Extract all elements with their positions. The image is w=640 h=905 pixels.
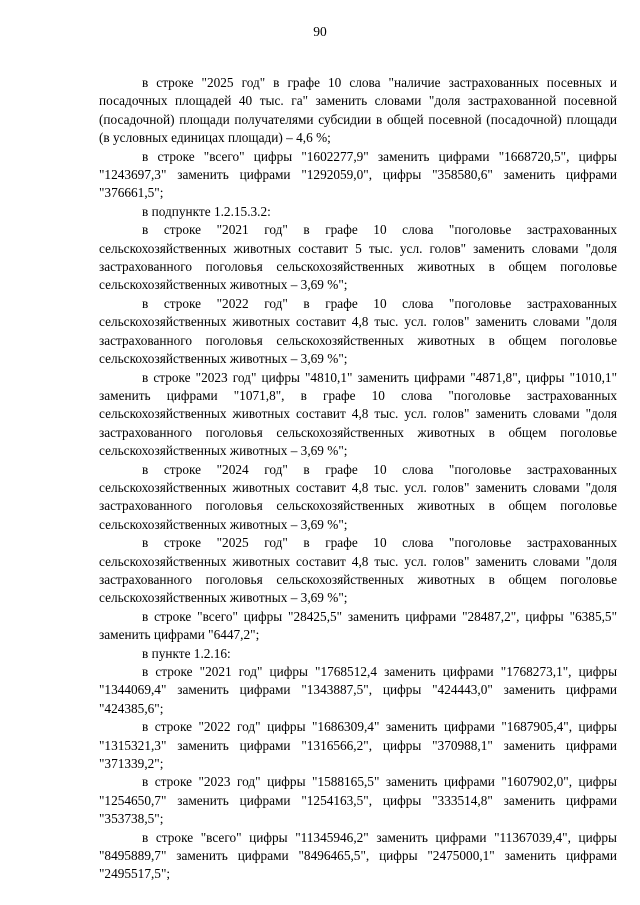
- paragraph: в строке "всего" цифры "11345946,2" заменить цифрами "11367039,4", цифры "8495889,7" заменить цифрами "8496465,5", цифры "2475000,1" заменить цифрами "2495517,5";: [99, 829, 617, 882]
- paragraph: в строке "2023 год" цифры "1588165,5" заменить цифрами "1607902,0", цифры "1254650,7" заменить цифрами "1254163,5", цифры "333514,8" заменить цифрами "353738,5";: [99, 774, 617, 827]
- paragraph: в подпункте 1.2.15.3.2:: [142, 203, 271, 219]
- paragraph: в строке "всего" цифры "28425,5" заменить цифрами "28487,2", цифры "6385,5" заменить цифрами "6447,2";: [99, 608, 617, 643]
- paragraph: в строке "2025 год" в графе 10 слова "наличие застрахованных посевных и посадочных площадей 40 тыс. га" заменить словами "доля застрахованной посевной (посадочной) площади получателями субсидии в общей посевной (посадочной) площади (в условных единицах площади) – 4,6 %;: [99, 75, 617, 146]
- paragraph: в строке "2024 год" в графе 10 слова "поголовье застрахованных сельскохозяйственных животных составит 4,8 тыс. усл. голов" заменить словами "доля застрахованного поголовья сельскохозяйственных животных в общем поголовье сельскохозяйственных животных – 3,69 %";: [99, 461, 617, 532]
- paragraph: в строке "2023 год" цифры "4810,1" заменить цифрами "4871,8", цифры "1010,1" заменить цифрами "1071,8", в графе 10 слова "поголовье застрахованных сельскохозяйственных животных составит 4,8 тыс. усл. голов" заменить словами "доля застрахованного поголовья сельскохозяйственных животных в общем поголовье сельскохозяйственных животных – 3,69 %";: [99, 369, 617, 459]
- paragraph: в строке "2021 год" в графе 10 слова "поголовье застрахованных сельскохозяйственных животных составит 5 тыс. усл. голов" заменить словами "доля застрахованного поголовья сельскохозяйственных животных в общем поголовье сельскохозяйственных животных – 3,69 %";: [99, 222, 617, 293]
- paragraph: в строке "всего" цифры "1602277,9" заменить цифрами "1668720,5", цифры "1243697,3" заменить цифрами "1292059,0", цифры "358580,6" заменить цифрами "376661,5";: [99, 148, 617, 201]
- paragraph: в строке "2022 год" цифры "1686309,4" заменить цифрами "1687905,4", цифры "1315321,3" заменить цифрами "1316566,2", цифры "370988,1" заменить цифрами "371339,2";: [99, 719, 617, 772]
- paragraph: в пункте 1.2.16:: [142, 645, 231, 661]
- paragraph: в строке "2025 год" в графе 10 слова "поголовье застрахованных сельскохозяйственных животных составит 4,8 тыс. усл. голов" заменить словами "доля застрахованного поголовья сельскохозяйственных животных в общем поголовье сельскохозяйственных животных – 3,69 %";: [99, 535, 617, 606]
- page-number: 90: [313, 24, 327, 39]
- document-body: [99, 74, 617, 884]
- paragraph: в строке "2022 год" в графе 10 слова "поголовье застрахованных сельскохозяйственных животных составит 4,8 тыс. усл. голов" заменить словами "доля застрахованного поголовья сельскохозяйственных животных в общем поголовье сельскохозяйственных животных – 3,69 %";: [99, 295, 617, 367]
- paragraph: в строке "2021 год" цифры "1768512,4 заменить цифрами "1768273,1", цифры "1344069,4" заменить цифрами "1343887,5", цифры "424443,0" заменить цифрами "424385,6";: [99, 664, 617, 716]
